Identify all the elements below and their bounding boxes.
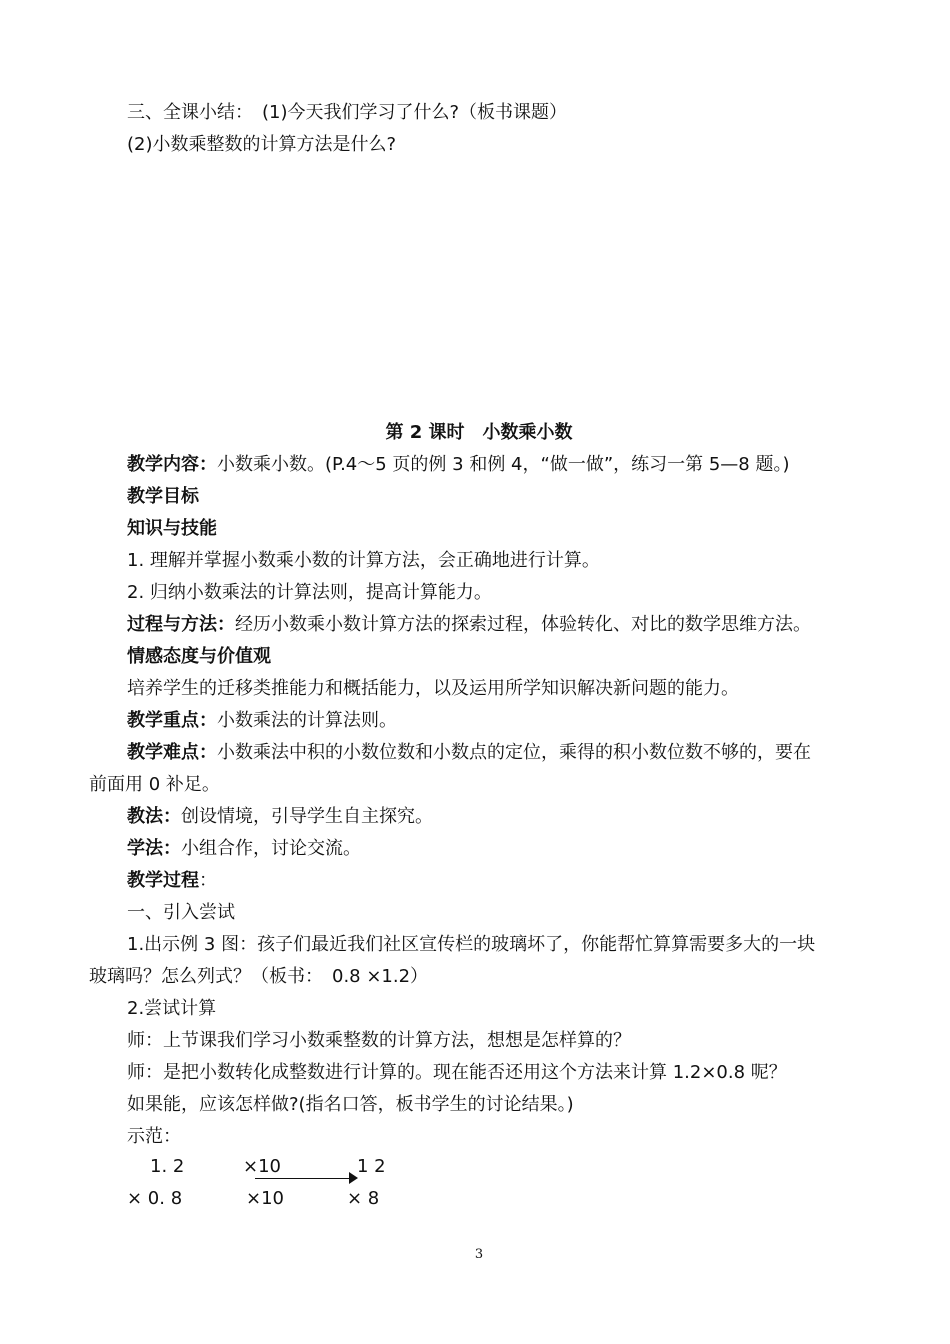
learning-method: 学法：小组合作，讨论交流。 (127, 838, 361, 859)
calc-bottom-left: × 0. 8 (127, 1188, 183, 1209)
teaching-method: 教法：创设情境，引导学生自主探究。 (127, 806, 433, 827)
page-number: 3 (474, 1247, 484, 1262)
calc-top-right: 1 2 (357, 1156, 386, 1177)
knowledge-item-1: 1. 理解并掌握小数乘小数的计算方法，会正确地进行计算。 (127, 550, 600, 571)
intro-section: 一、引入尝试 (127, 902, 235, 923)
teaching-content-label: 教学内容： (127, 454, 217, 475)
arrow-line (255, 1178, 352, 1179)
emotion-text: 培养学生的迁移类推能力和概括能力，以及运用所学知识解决新问题的能力。 (127, 678, 739, 699)
procedure-heading: 教学过程： (127, 870, 217, 891)
teacher-line-3: 如果能，应该怎样做?(指名口答，板书学生的讨论结果。) (127, 1094, 574, 1115)
knowledge-heading: 知识与技能 (127, 518, 217, 539)
teaching-content-text: 小数乘小数。(P.4～5 页的例 3 和例 4，“做一做”，练习一第 5—8 题。) (217, 454, 790, 475)
step1-line-2: 玻璃吗？怎么列式？（板书： 0.8 ×1.2） (89, 966, 429, 987)
calc-bottom-mid: ×10 (246, 1188, 284, 1209)
step2: 2.尝试计算 (127, 998, 217, 1019)
calc-top-mid: ×10 (243, 1156, 281, 1177)
calc-bottom-right: × 8 (347, 1188, 380, 1209)
arrow-right-icon (349, 1172, 358, 1184)
process-method: 过程与方法：经历小数乘小数计算方法的探索过程，体验转化、对比的数学思维方法。 (127, 614, 811, 635)
teaching-content (127, 453, 790, 477)
key-point: 教学重点：小数乘法的计算法则。 (127, 710, 397, 731)
teacher-line-2: 师：是把小数转化成整数进行计算的。现在能否还用这个方法来计算 1.2×0.8 呢？ (127, 1062, 787, 1083)
calc-top-left: 1. 2 (150, 1156, 185, 1177)
objectives-heading: 教学目标 (127, 486, 199, 507)
teacher-line-1: 师：上节课我们学习小数乘整数的计算方法，想想是怎样算的？ (127, 1030, 631, 1051)
demo-label: 示范： (127, 1126, 181, 1147)
knowledge-item-2: 2. 归纳小数乘法的计算法则，提高计算能力。 (127, 582, 492, 603)
lesson-title: 第 2 课时 小数乘小数 (385, 422, 573, 443)
difficulty-point: 教学难点：小数乘法中积的小数位数和小数点的定位，乘得的积小数位数不够的，要在 (127, 742, 811, 763)
emotion-heading: 情感态度与价值观 (127, 646, 271, 667)
summary-line-2: (2)小数乘整数的计算方法是什么? (127, 134, 397, 155)
step1-line-1: 1.出示例 3 图：孩子们最近我们社区宣传栏的玻璃坏了，你能帮忙算算需要多大的一块 (127, 934, 816, 955)
difficulty-point-cont: 前面用 0 补足。 (89, 774, 220, 795)
summary-line-1: 三、全课小结： (1)今天我们学习了什么?（板书课题） (127, 102, 568, 123)
